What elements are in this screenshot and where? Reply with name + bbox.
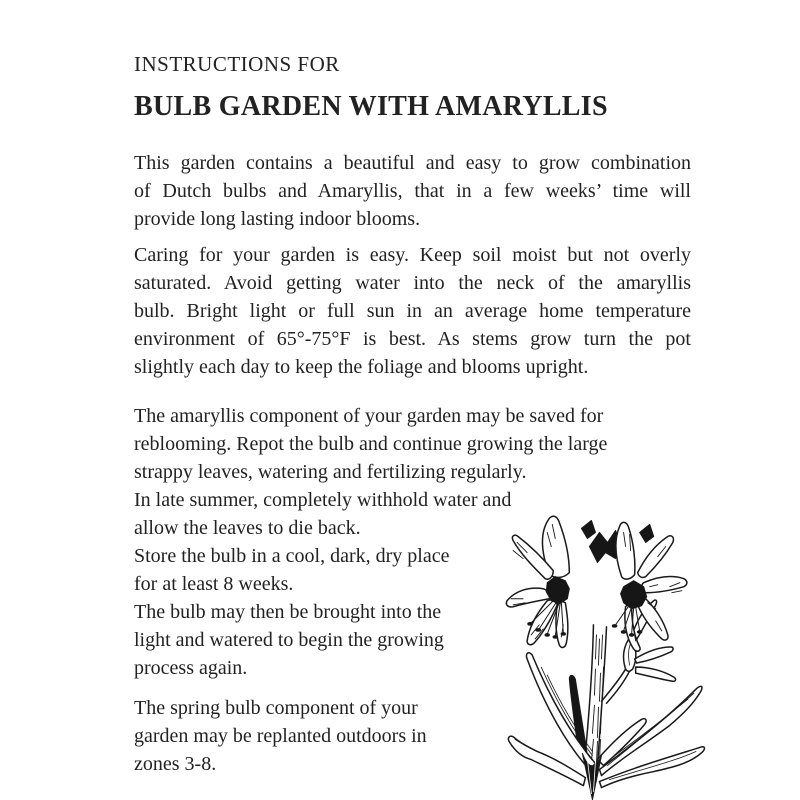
text-line: reblooming. Repot the bulb and continue growing the large bbox=[134, 433, 608, 455]
paragraph bbox=[134, 241, 691, 381]
text-line: The amaryllis component of your garden may be saved for bbox=[134, 405, 604, 427]
text-line: saturated. Avoid getting water into the neck of the amaryllis bbox=[134, 272, 691, 294]
text-line: zones 3-8. bbox=[134, 753, 217, 775]
text-line: This garden contains a beautiful and easy to grow combination bbox=[134, 152, 691, 174]
text-line: strappy leaves, watering and fertilizing regularly. bbox=[134, 461, 527, 483]
page-title: BULB GARDEN WITH AMARYLLIS bbox=[134, 91, 608, 122]
text-line: The bulb may then be brought into the bbox=[134, 601, 442, 623]
text-line: Caring for your garden is easy. Keep soil moist but not overly bbox=[134, 244, 691, 266]
eyebrow-heading: INSTRUCTIONS FOR bbox=[134, 52, 340, 76]
amaryllis-illustration-icon bbox=[497, 506, 713, 800]
text-line: Store the bulb in a cool, dark, dry place bbox=[134, 545, 450, 567]
text-line: bulb. Bright light or full sun in an average home temperature bbox=[134, 300, 691, 322]
text-line: provide long lasting indoor blooms. bbox=[134, 208, 421, 230]
text-line: allow the leaves to die back. bbox=[134, 517, 361, 539]
text-line: environment of 65°-75°F is best. As stems grow turn the pot bbox=[134, 328, 691, 350]
text-line: of Dutch bulbs and Amaryllis, that in a few weeks’ time will bbox=[134, 180, 691, 202]
paragraph bbox=[134, 149, 691, 233]
text-line: process again. bbox=[134, 657, 248, 679]
text-line: light and watered to begin the growing bbox=[134, 629, 444, 651]
text-line: slightly each day to keep the foliage and blooms upright. bbox=[134, 356, 589, 378]
text-line: The spring bulb component of your bbox=[134, 697, 418, 719]
text-line: In late summer, completely withhold water and bbox=[134, 489, 512, 511]
text-line: for at least 8 weeks. bbox=[134, 573, 294, 595]
text-line: garden may be replanted outdoors in bbox=[134, 725, 427, 747]
